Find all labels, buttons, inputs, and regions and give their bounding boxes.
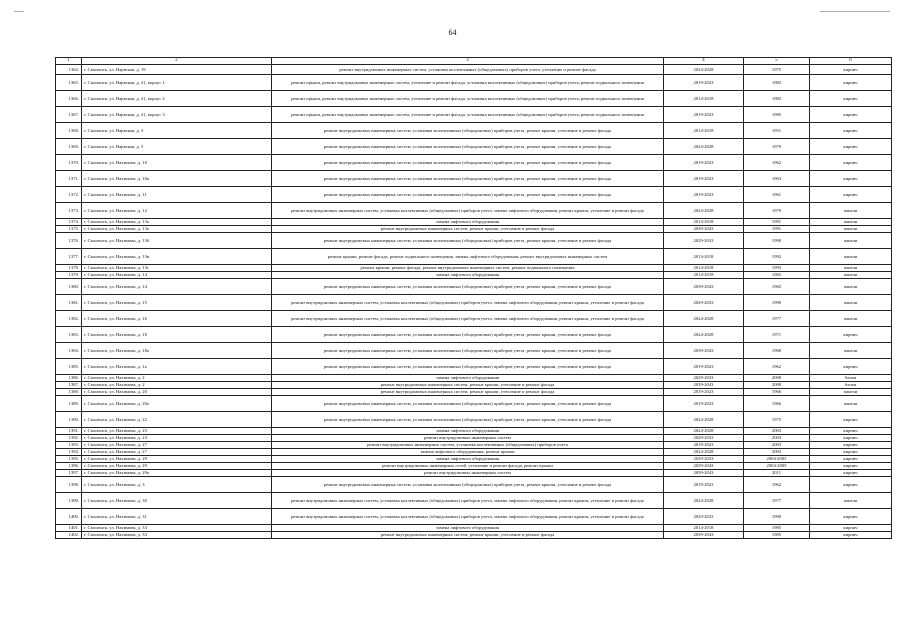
row-build-year: 1977 [744,493,810,509]
row-wall-material: панели [810,311,892,327]
row-address: г. Смоленск, ул. Нахимова, д. 3 [82,477,272,493]
row-build-year: 2003 [744,442,810,449]
row-works: ремонт внутридомовых инженерных систем, установка коллективных (общедомовых) приборов учета, ремонт крыши, утепление и ремонт фасада [272,343,664,359]
row-wall-material: кирпич [810,435,892,442]
row-number: 1373. [56,203,82,219]
table-row [56,279,892,295]
row-number: 1387. [56,382,82,389]
row-build-year: 1990 [744,509,810,525]
row-wall-material: панели [810,295,892,311]
row-works: ремонт внутридомовых инженерных систем [272,470,664,477]
row-build-year: 1982 [744,75,810,91]
row-address: г. Смоленск, ул. Нахимова, д. 13г [82,265,272,272]
row-period: 2019-2023 [664,442,744,449]
table-row [56,155,892,171]
row-address: г. Смоленск, ул. Нахимова, д. 2 [82,382,272,389]
row-address: г. Смоленск, ул. Нахимова, д. 13в [82,249,272,265]
row-period: 2019-2023 [664,389,744,396]
row-works: ремонт внутридомовых инженерных систем, установка коллективных (общедомовых) приборов учета [272,442,664,449]
row-address: г. Смоленск, ул. Нахимова, д. 29 [82,456,272,463]
row-build-year: 1979 [744,139,810,155]
row-build-year: 1961 [744,187,810,203]
row-period: 2019-2023 [664,359,744,375]
row-build-year: 1977 [744,311,810,327]
row-wall-material: панели [810,233,892,249]
row-number: 1375. [56,226,82,233]
row-wall-material: кирпич [810,470,892,477]
row-build-year: 1966 [744,389,810,396]
row-address: г. Смоленск, ул. Нарвская, д. 21, корпус 1 [82,75,272,91]
row-address: г. Смоленск, ул. Нарвская, д. 3 [82,123,272,139]
row-address: г. Смоленск, ул. Нахимова, д. 20а [82,396,272,412]
row-wall-material: кирпич [810,139,892,155]
table-row [56,272,892,279]
row-number: 1396. [56,463,82,470]
row-period: 2029-2033 [664,295,744,311]
row-period: 2039-2043 [664,382,744,389]
scan-edge-right [820,11,890,12]
row-address: г. Смоленск, ул. Нахимова, д. 10 [82,155,272,171]
row-works: ремонт внутридомовых инженерных систем, установка коллективных (общедомовых) приборов учета, ремонт крыши, утепление и ремонт фасада [272,327,664,343]
row-address: г. Смоленск, ул. Нахимова, д. 13б [82,233,272,249]
table-row [56,493,892,509]
table-body [56,58,892,539]
table-row [56,442,892,449]
row-works: ремонт внутридомовых инженерных систем, установка коллективных (общедомовых) приборов учета, замена лифтового оборудования, ремонт крыши, утепление и ремонт фасада [272,509,664,525]
row-wall-material: панели [810,203,892,219]
row-wall-material: кирпич [810,525,892,532]
row-period: 2029-2033 [664,435,744,442]
row-build-year: 2008 [744,375,810,382]
row-period: 2014-2018 [664,91,744,107]
row-build-year: 1962 [744,359,810,375]
row-number: 1399. [56,493,82,509]
row-works: ремонт крыши, ремонт внутридомовых инженерных систем, утепление и ремонт фасада, установка коллективных (общедомовых) приборов учета, ремонт подвального помещения [272,107,664,123]
row-address: г. Смоленск, ул. Нахимова, д. 27 [82,442,272,449]
row-number: 1374. [56,219,82,226]
row-period: 2024-2028 [664,311,744,327]
row-period: 2039-2043 [664,470,744,477]
row-works: ремонт внутридомовых инженерных систем, ремонт крыши, утепление и ремонт фасада [272,532,664,539]
row-number: 1381. [56,295,82,311]
row-works: ремонт внутридомовых инженерных систем, установка коллективных (общедомовых) приборов учета, ремонт крыши, утепление и ремонт фасада [272,187,664,203]
row-address: г. Смоленск, ул. Нахимова, д. 33 [82,525,272,532]
row-works: ремонт внутридомовых инженерных систем, установка коллективных (общедомовых) приборов учета, ремонт крыши, утепление и ремонт фасада [272,477,664,493]
row-wall-material: панели [810,389,892,396]
row-build-year: 1966 [744,396,810,412]
row-number: 1388. [56,389,82,396]
row-wall-material: кирпич [810,171,892,187]
row-wall-material: кирпич [810,463,892,470]
row-wall-material: кирпич [810,442,892,449]
row-build-year: 1990 [744,295,810,311]
row-build-year: 1975 [744,412,810,428]
row-period: 2019-2023 [664,477,744,493]
row-period: 2039-2043 [664,226,744,233]
row-address: г. Смоленск, ул. Нахимова, д. 13а [82,226,272,233]
row-period: 2024-2028 [664,449,744,456]
column-number-5: 5 [744,58,810,65]
row-period: 2024-2028 [664,428,744,435]
row-works: ремонт внутридомовых инженерных систем, установка коллективных (общедомовых) приборов учета, замена лифтового оборудования, ремонт крыши, утепление и ремонт фасада [272,295,664,311]
row-wall-material: панели [810,265,892,272]
row-address: г. Смоленск, ул. Нахимова, д. 33 [82,532,272,539]
row-address: г. Смоленск, ул. Нахимова, д. 23 [82,428,272,435]
column-number-row [56,58,892,65]
row-build-year: 1985 [744,525,810,532]
row-wall-material: панели [810,219,892,226]
row-period: 2019-2023 [664,75,744,91]
table-row [56,219,892,226]
table-row [56,375,892,382]
table-row [56,428,892,435]
row-build-year: 2004-2005 [744,463,810,470]
row-works: ремонт внутридомовых инженерных систем, установка коллективных (общедомовых) приборов учета, ремонт крыши, утепление и ремонт фасада [272,233,664,249]
row-build-year: 1982 [744,91,810,107]
row-period: 2039-2043 [664,279,744,295]
row-wall-material: кирпич [810,412,892,428]
row-works: ремонт крыши, ремонт внутридомовых инженерных систем, утепление и ремонт фасада, установка коллективных (общедомовых) приборов учета, ремонт подвального помещения [272,75,664,91]
table-row [56,91,892,107]
row-number: 1383. [56,327,82,343]
row-period: 2014-2018 [664,525,744,532]
table-row [56,203,892,219]
row-build-year: 1971 [744,327,810,343]
row-number: 1392. [56,435,82,442]
table-row [56,171,892,187]
row-works: ремонт внутридомовых инженерных систем, установка коллективных (общедомовых) приборов учета, ремонт крыши, утепление и ремонт фасада [272,139,664,155]
row-address: г. Смоленск, ул. Нахимова, д. 31 [82,509,272,525]
row-wall-material: кирпич [810,359,892,375]
row-period: 2019-2023 [664,171,744,187]
row-wall-material: кирпич [810,327,892,343]
row-number: 1394. [56,449,82,456]
row-period: 2024-2028 [664,412,744,428]
row-works: ремонт крыши, ремонт фасада, ремонт подвального помещения, замена лифтового оборудования, ремонт внутридомовых инженерных систем [272,249,664,265]
table-row [56,359,892,375]
row-build-year: 1968 [744,343,810,359]
row-address: г. Смоленск, ул. Нахимова, д. 29 [82,463,272,470]
table-row [56,532,892,539]
row-period: 2039-2043 [664,532,744,539]
row-build-year: 2004-2005 [744,456,810,463]
row-period: 2024-2028 [664,203,744,219]
table-row [56,327,892,343]
table-row [56,470,892,477]
row-period: 2024-2028 [664,327,744,343]
row-address: г. Смоленск, ул. Нахимова, д. 22 [82,412,272,428]
row-number: 1376. [56,233,82,249]
table-row [56,311,892,327]
row-build-year: 1951 [744,123,810,139]
row-wall-material: блоки [810,382,892,389]
row-address: г. Смоленск, ул. Нахимова, д. 13а [82,219,272,226]
row-period: 2039-2043 [664,343,744,359]
table-row [56,477,892,493]
table-row [56,382,892,389]
row-number: 1364. [56,65,82,75]
row-build-year: 1979 [744,203,810,219]
row-build-year: 2003 [744,435,810,442]
table-row [56,295,892,311]
row-works: ремонт внутридомовых инженерных систем [272,435,664,442]
column-number-1: 1 [56,58,82,65]
row-period: 2019-2023 [664,187,744,203]
table-row [56,139,892,155]
row-number: 1393. [56,442,82,449]
row-build-year: 1985 [744,107,810,123]
row-period: 2024-2028 [664,493,744,509]
housing-register-table [55,57,892,539]
table-row [56,187,892,203]
row-period: 2019-2023 [664,396,744,412]
row-build-year: 1993 [744,265,810,272]
row-number: 1366. [56,91,82,107]
row-build-year: 2011 [744,470,810,477]
row-build-year: 1982 [744,279,810,295]
row-build-year: 1975 [744,65,810,75]
row-number: 1400. [56,509,82,525]
row-number: 1384. [56,343,82,359]
row-number: 1365. [56,75,82,91]
row-period: 2024-2028 [664,65,744,75]
row-wall-material: кирпич [810,456,892,463]
column-number-3: 3 [272,58,664,65]
row-build-year: 1991 [744,219,810,226]
row-works: ремонт внутридомовых инженерных систем, установка коллективных (общедомовых) приборов учета, утепление и ремонт фасада [272,65,664,75]
table-row [56,389,892,396]
row-number: 1372. [56,187,82,203]
row-address: г. Смоленск, ул. Нахимова, д. 18а [82,343,272,359]
row-number: 1379. [56,272,82,279]
table-row [56,107,892,123]
row-build-year: 2003 [744,428,810,435]
row-wall-material: кирпич [810,509,892,525]
row-address: г. Смоленск, ул. Нахимова, д. 20 [82,389,272,396]
row-build-year: 1962 [744,477,810,493]
scan-edge-left [14,11,24,12]
row-period: 2014-2018 [664,123,744,139]
row-period: 2029-2033 [664,233,744,249]
table-row [56,525,892,532]
row-wall-material: панели [810,226,892,233]
row-wall-material: кирпич [810,123,892,139]
row-number: 1371. [56,171,82,187]
row-wall-material: кирпич [810,107,892,123]
row-period: 2014-2018 [664,219,744,226]
row-number: 1391. [56,428,82,435]
table-row [56,65,892,75]
row-number: 1402. [56,532,82,539]
table-row [56,396,892,412]
row-period: 2039-2043 [664,463,744,470]
row-number: 1401. [56,525,82,532]
row-address: г. Смоленск, ул. Нахимова, д. 23 [82,435,272,442]
row-build-year: 2008 [744,382,810,389]
row-wall-material: кирпич [810,477,892,493]
row-number: 1386. [56,375,82,382]
table-row [56,123,892,139]
row-build-year: 1962 [744,155,810,171]
row-number: 1390. [56,412,82,428]
row-number: 1395. [56,456,82,463]
row-wall-material: панели [810,343,892,359]
row-build-year: 1963 [744,171,810,187]
row-address: г. Смоленск, ул. Нахимова, д. 11 [82,187,272,203]
row-address: г. Смоленск, ул. Нахимова, д. 16 [82,311,272,327]
row-works: ремонт внутридомовых инженерных систем, ремонт крыши, утепление и ремонт фасада [272,226,664,233]
row-number: 1380. [56,279,82,295]
row-address: г. Смоленск, ул. Нахимова, д. 14 [82,279,272,295]
row-works: ремонт внутридомовых инженерных систем, установка коллективных (общедомовых) приборов учета, ремонт крыши, утепление и ремонт фасада [272,359,664,375]
row-works: ремонт внутридомовых инженерных систем, установка коллективных (общедомовых) приборов учета, ремонт крыши, утепление и ремонт фасада [272,155,664,171]
row-address: г. Смоленск, ул. Нахимова, д. 10а [82,171,272,187]
row-period: 2014-2018 [664,272,744,279]
row-wall-material: кирпич [810,532,892,539]
row-works: ремонт внутридомовых инженерных сетей, утепление и ремонт фасада, ремонт крыши [272,463,664,470]
table-row [56,463,892,470]
row-build-year: 1992 [744,249,810,265]
row-wall-material: кирпич [810,75,892,91]
column-number-4: 4 [664,58,744,65]
row-period: 2029-2033 [664,375,744,382]
table-row [56,226,892,233]
row-number: 1398. [56,477,82,493]
row-works: ремонт внутридомовых инженерных систем, установка коллективных (общедомовых) приборов учета, ремонт крыши, утепление и ремонт фасада [272,171,664,187]
row-works: замена лифтового оборудования [272,428,664,435]
row-wall-material: кирпич [810,449,892,456]
row-wall-material: панели [810,249,892,265]
row-build-year: 1985 [744,532,810,539]
table-row [56,265,892,272]
column-number-6: 6 [810,58,892,65]
row-address: г. Смоленск, ул. Нахимова, д. 15 [82,295,272,311]
row-wall-material: кирпич [810,155,892,171]
row-works: замена лифтового оборудования [272,525,664,532]
row-wall-material: кирпич [810,187,892,203]
row-number: 1382. [56,311,82,327]
table-row [56,449,892,456]
table-row [56,435,892,442]
row-number: 1397. [56,470,82,477]
row-number: 1389. [56,396,82,412]
row-wall-material: панели [810,396,892,412]
row-address: г. Смоленск, ул. Нарвская, д. 19 [82,65,272,75]
row-period: 2029-2033 [664,456,744,463]
row-wall-material: панели [810,272,892,279]
row-works: ремонт внутридомовых инженерных систем, установка коллективных (общедомовых) приборов учета, замена лифтового оборудования, ремонт крыши, утепление и ремонт фасада [272,203,664,219]
row-works: ремонт внутридомовых инженерных систем, установка коллективных (общедомовых) приборов учета, замена лифтового оборудования, ремонт крыши, утепление и ремонт фасада [272,311,664,327]
table-row [56,343,892,359]
row-wall-material: кирпич [810,91,892,107]
row-address: г. Смоленск, ул. Нарвская, д. 21, корпус 3 [82,107,272,123]
row-works: замена лифтового оборудования [272,456,664,463]
row-build-year: 2003 [744,449,810,456]
row-works: ремонт крыши, ремонт фасада, ремонт внутридомовых инженерных систем, ремонт подвального помещения [272,265,664,272]
row-number: 1378. [56,265,82,272]
row-works: ремонт внутридомовых инженерных систем, ремонт крыши, утепление и ремонт фасада [272,389,664,396]
row-address: г. Смоленск, ул. Нахимова, д. 1а [82,359,272,375]
row-address: г. Смоленск, ул. Нахимова, д. 29а [82,470,272,477]
row-address: г. Смоленск, ул. Нахимова, д. 2 [82,375,272,382]
row-works: ремонт крыши, ремонт внутридомовых инженерных систем, утепление и ремонт фасада, установка коллективных (общедомовых) приборов учета, ремонт подвального помещения [272,91,664,107]
table-row [56,75,892,91]
row-period: 2024-2028 [664,139,744,155]
row-number: 1367. [56,107,82,123]
page-number: 64 [448,28,457,37]
row-number: 1370. [56,155,82,171]
row-period: 2019-2023 [664,155,744,171]
row-works: замена лифтового оборудования, ремонт крыши [272,449,664,456]
row-address: г. Смоленск, ул. Нахимова, д. 30 [82,493,272,509]
row-number: 1368. [56,123,82,139]
row-address: г. Смоленск, ул. Нахимова, д. 14 [82,272,272,279]
row-period: 2014-2018 [664,265,744,272]
row-works: ремонт внутридомовых инженерных систем, установка коллективных (общедомовых) приборов учета, ремонт крыши, утепление и ремонт фасада [272,279,664,295]
row-wall-material: блоки [810,375,892,382]
row-number: 1369. [56,139,82,155]
row-build-year: 1982 [744,272,810,279]
row-works: замена лифтового оборудования [272,375,664,382]
row-works: замена лифтового оборудования [272,272,664,279]
row-wall-material: кирпич [810,65,892,75]
row-build-year: 1991 [744,226,810,233]
row-works: ремонт внутридомовых инженерных систем, установка коллективных (общедомовых) приборов учета, ремонт крыши, утепление и ремонт фасада [272,123,664,139]
table-row [56,233,892,249]
row-wall-material: панели [810,279,892,295]
table-row [56,456,892,463]
table-row [56,509,892,525]
row-address: г. Смоленск, ул. Нахимова, д. 18 [82,327,272,343]
column-number-2: 2 [82,58,272,65]
row-wall-material: панели [810,493,892,509]
row-address: г. Смоленск, ул. Нахимова, д. 12 [82,203,272,219]
row-address: г. Смоленск, ул. Нарвская, д. 5 [82,139,272,155]
row-works: ремонт внутридомовых инженерных систем, ремонт крыши, утепление и ремонт фасада [272,382,664,389]
row-address: г. Смоленск, ул. Нахимова, д. 27 [82,449,272,456]
row-period: 2029-2033 [664,509,744,525]
row-address: г. Смоленск, ул. Нарвская, д. 21, корпус 2 [82,91,272,107]
row-works: ремонт внутридомовых инженерных систем, установка коллективных (общедомовых) приборов учета, ремонт крыши, утепление и ремонт фасада [272,412,664,428]
table-row [56,249,892,265]
row-period: 2019-2023 [664,107,744,123]
row-number: 1385. [56,359,82,375]
row-works: замена лифтового оборудования [272,219,664,226]
table-row [56,412,892,428]
row-period: 2014-2018 [664,249,744,265]
row-number: 1377. [56,249,82,265]
row-wall-material: кирпич [810,428,892,435]
row-works: ремонт внутридомовых инженерных систем, установка коллективных (общедомовых) приборов учета, ремонт крыши, утепление и ремонт фасада [272,396,664,412]
row-works: ремонт внутридомовых инженерных систем, установка коллективных (общедомовых) приборов учета, замена лифтового оборудования, ремонт крыши, утепление и ремонт фасада [272,493,664,509]
row-build-year: 1990 [744,233,810,249]
